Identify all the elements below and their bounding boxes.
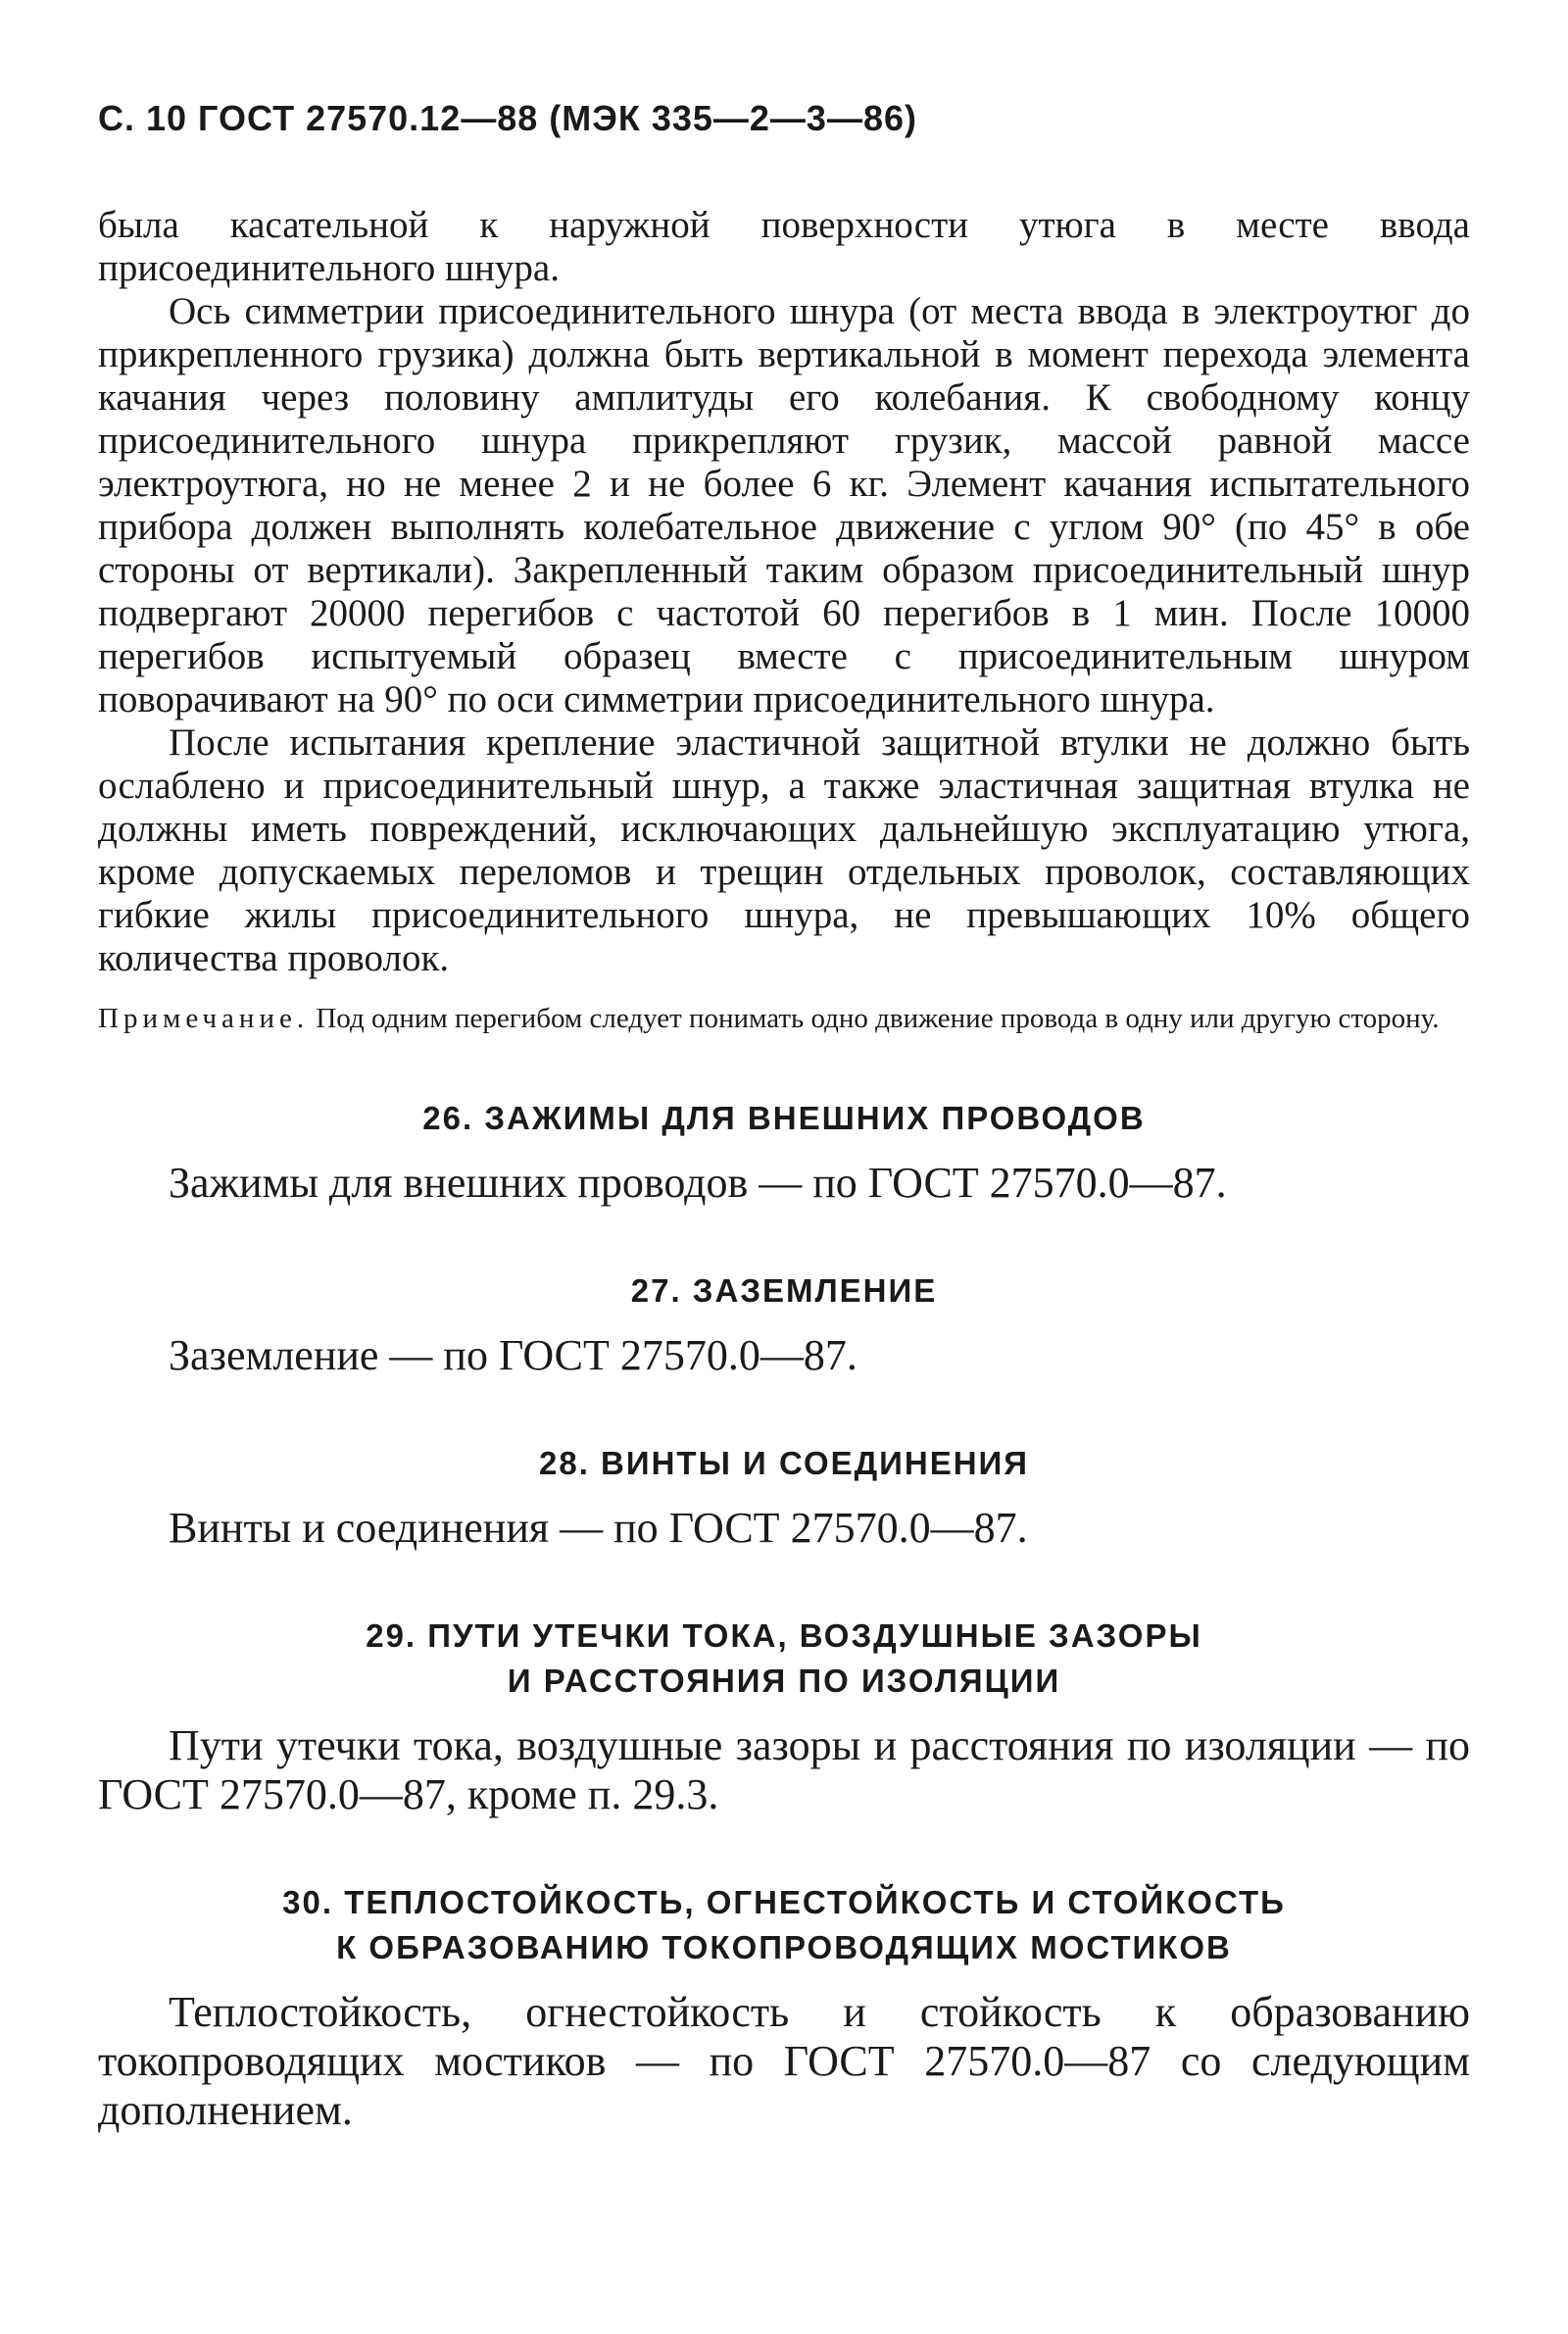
section-26 <box>98 1096 1470 1208</box>
running-head: С. 10 ГОСТ 27570.12—88 (МЭК 335—2—3—86) <box>98 98 917 138</box>
section-title-line: И РАССТОЯНИЯ ПО ИЗОЛЯЦИИ <box>507 1663 1061 1699</box>
section-title <box>98 1441 1470 1486</box>
section-title <box>98 1268 1470 1314</box>
section-27 <box>98 1268 1470 1380</box>
section-text: Винты и соединения — по ГОСТ 27570.0—87. <box>169 1504 1028 1552</box>
section-29 <box>98 1614 1470 1819</box>
note <box>98 1002 1470 1035</box>
section-title <box>98 1880 1470 1970</box>
paragraph-continuation: была касательной к наружной поверхности утюга в месте ввода присоединительного шнура. <box>98 204 1470 289</box>
section-title <box>98 1614 1470 1704</box>
section-text: Зажимы для внешних проводов — по ГОСТ 27570.0—87. <box>169 1159 1227 1207</box>
section-text: Пути утечки тока, воздушные зазоры и расстояния по изоляции — по ГОСТ 27570.0—87, кроме п. 29.3. <box>98 1721 1470 1818</box>
section-30 <box>98 1880 1470 2135</box>
section-28 <box>98 1441 1470 1553</box>
section-title-line: 30. ТЕПЛОСТОЙКОСТЬ, ОГНЕСТОЙКОСТЬ И СТОЙКОСТЬ <box>282 1884 1286 1920</box>
section-text: Теплостойкость, огнестойкость и стойкость к образованию токопроводящих мостиков — по ГОСТ 27570.0—87 со следующим дополнением. <box>98 1988 1470 2134</box>
section-text: Заземление — по ГОСТ 27570.0—87. <box>169 1331 858 1379</box>
section-title-line: 28. ВИНТЫ И СОЕДИНЕНИЯ <box>539 1445 1029 1481</box>
section-title-line: 29. ПУТИ УТЕЧКИ ТОКА, ВОЗДУШНЫЕ ЗАЗОРЫ <box>366 1617 1202 1654</box>
section-title-line: 26. ЗАЖИМЫ ДЛЯ ВНЕШНИХ ПРОВОДОВ <box>422 1100 1146 1136</box>
section-title <box>98 1096 1470 1141</box>
paragraph-after-test: После испытания крепление эластичной защитной втулки не должно быть ослаблено и присоединительный шнур, а также эластичная защитная втулка не должны иметь повреждений, исключающих дальнейшую эксплуатацию утюга, кроме допускаемых переломов и трещин отдельных проволок, составляющих гибкие жилы присоединительного шнура, не превышающих 10% общего количества проволок. <box>98 721 1470 979</box>
section-title-line: 27. ЗАЗЕМЛЕНИЕ <box>630 1272 938 1309</box>
note-label: Примечание. <box>98 1003 310 1034</box>
section-title-line: К ОБРАЗОВАНИЮ ТОКОПРОВОДЯЩИХ МОСТИКОВ <box>336 1929 1232 1965</box>
paragraph-symmetry-axis: Ось симметрии присоединительного шнура (от места ввода в электроутюг до прикрепленного грузика) должна быть вертикальной в момент перехода элемента качания через половину амплитуды его колебания. К свободному концу присоединительного шнура прикрепляют грузик, массой равной массе электроутюга, но не менее 2 и не более 6 кг. Элемент качания испытательного прибора должен выполнять колебательное движение с углом 90° (по 45° в обе стороны от вертикали). Закрепленный таким образом присоединительный шнур подвергают 20000 перегибов с частотой 60 перегибов в 1 мин. После 10000 перегибов испытуемый образец вместе с присоединительным шнуром поворачивают на 90° по оси симметрии присоединительного шнура. <box>98 290 1470 720</box>
note-text: Под одним перегибом следует понимать одно движение провода в одну или другую сторону. <box>316 1003 1440 1034</box>
